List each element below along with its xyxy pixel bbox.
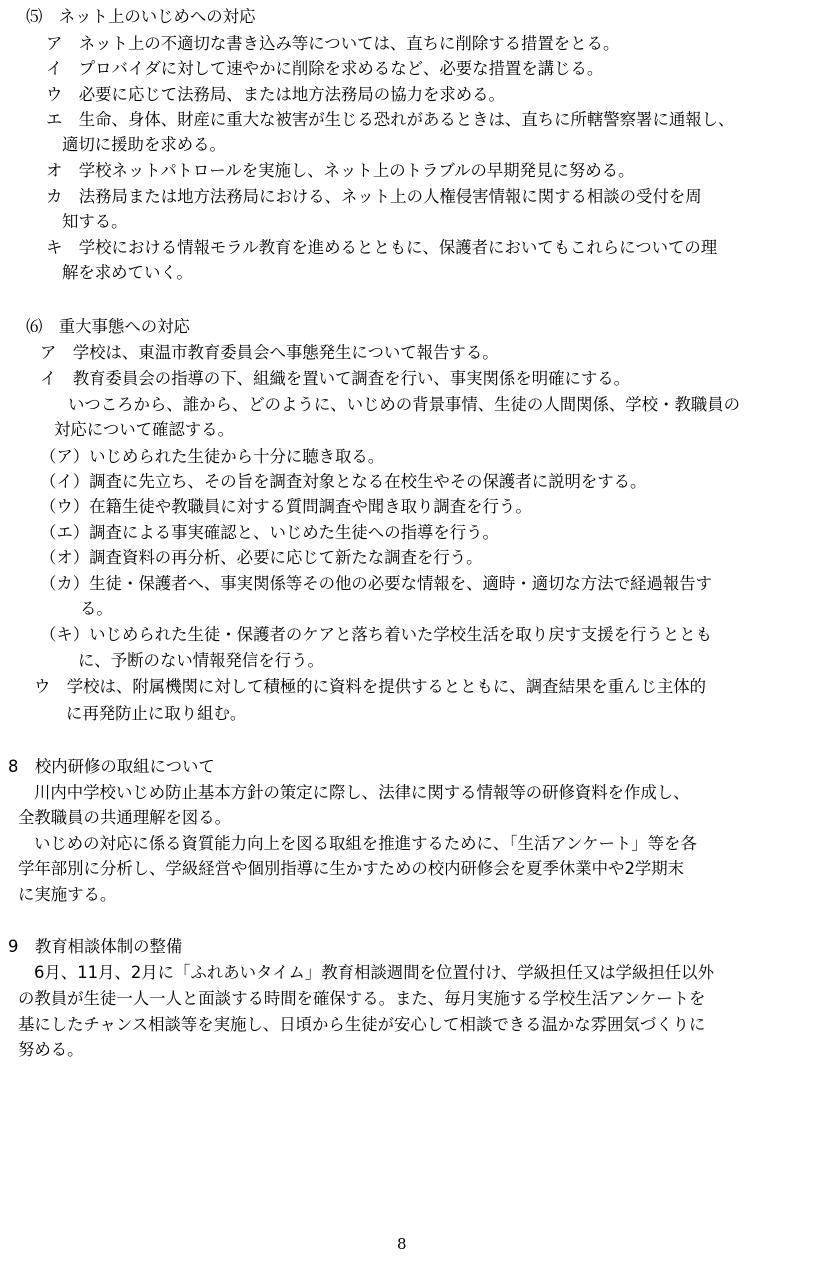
section-6-item-i: イ 教育委員会の指導の下、組織を置いて調査を行い、事実関係を明確にする。 [40,369,631,388]
section-6-sub-ka-cont: る。 [80,599,113,618]
section-6-item-i-detail: いつころから、誰から、どのように、いじめの背景事情、生徒の人間関係、学校・教職員の [68,395,741,414]
section-8-para1-line2: 全教職員の共通理解を図る。 [18,808,232,827]
section-9-line1: 6月、11月、2月に「ふれあいタイム」教育相談週間を位置付け、学級担任又は学級担任以外 [34,963,714,982]
section-5-item-o: オ 学校ネットパトロールを実施し、ネット上のトラブルの早期発見に努める。 [46,161,635,180]
section-9-line3: 基にしたチャンス相談等を実施し、日頃から生徒が安心して相談できる温かな雰囲気づくりに [18,1015,706,1034]
section-8-para2-line2: 学年部別に分析し、学級経営や個別指導に生かすための校内研修会を夏季休業中や2学期末 [18,859,685,878]
section-8-para2-line3: に実施する。 [18,885,117,904]
section-6-item-u: ウ 学校は、附属機関に対して積極的に資料を提供するとともに、調査結果を重んじ主体的 [34,677,707,696]
section-6-sub-u: （ウ）在籍生徒や教職員に対する質問調査や聞き取り調査を行う。 [40,497,532,516]
section-6-sub-o: （オ）調査資料の再分析、必要に応じて新たな調査を行う。 [40,548,483,567]
section-9-line4: 努める。 [18,1040,84,1059]
section-5-item-e-cont: 適切に援助を求める。 [62,135,226,154]
section-6-sub-a: （ア）いじめられた生徒から十分に聴き取る。 [40,447,385,466]
section-8-para2-line1: いじめの対応に係る資質能力向上を図る取組を推進するために、「生活アンケート」等を各 [34,834,697,853]
section-8-heading: 8 校内研修の取組について [8,757,215,776]
section-6-item-a: ア 学校は、東温市教育委員会へ事態発生について報告する。 [40,343,499,362]
section-5-item-i: イ プロバイダに対して速やかに削除を求めるなど、必要な措置を講じる。 [46,59,604,78]
section-8-para1-line1: 川内中学校いじめ防止基本方針の策定に際し、法律に関する情報等の研修資料を作成し、 [34,783,690,802]
section-5-heading: ⑸ ネット上のいじめへの対応 [26,7,256,26]
section-6-item-i-detail-cont: 対応について確認する。 [54,420,234,439]
section-5-item-e: エ 生命、身体、財産に重大な被害が生じる恐れがあるときは、直ちに所轄警察署に通報し、 [46,110,735,129]
page-number: 8 [397,1235,407,1253]
section-6-sub-ki-cont: に、予断のない情報発信を行う。 [78,651,324,670]
section-6-sub-i: （イ）調査に先立ち、その旨を調査対象となる在校生やその保護者に説明をする。 [40,472,647,491]
section-5-item-ka-cont: 知する。 [62,212,128,231]
section-5-item-u: ウ 必要に応じて法務局、または地方法務局の協力を求める。 [46,85,505,104]
section-9-heading: 9 教育相談体制の整備 [8,937,183,956]
section-6-sub-e: （エ）調査による事実確認と、いじめた生徒への指導を行う。 [40,523,499,542]
section-9-line2: の教員が生徒一人一人と面談する時間を確保する。また、毎月実施する学校生活アンケートを [18,989,706,1008]
section-5-item-ki: キ 学校における情報モラル教育を進めるとともに、保護者においてもこれらについての理 [46,238,718,257]
section-5-item-a: ア ネット上の不適切な書き込み等については、直ちに削除する措置をとる。 [46,34,620,53]
section-6-sub-ka: （カ）生徒・保護者へ、事実関係等その他の必要な情報を、適時・適切な方法で経過報告す [40,574,713,593]
section-5-item-ki-cont: 解を求めていく。 [62,263,193,282]
section-6-sub-ki: （キ）いじめられた生徒・保護者のケアと落ち着いた学校生活を取り戻す支援を行うととも [40,625,713,644]
section-5-item-ka: カ 法務局または地方法務局における、ネット上の人権侵害情報に関する相談の受付を周 [46,187,702,206]
section-6-item-u-cont: に再発防止に取り組む。 [66,704,247,723]
section-6-heading: ⑹ 重大事態への対応 [26,317,190,336]
